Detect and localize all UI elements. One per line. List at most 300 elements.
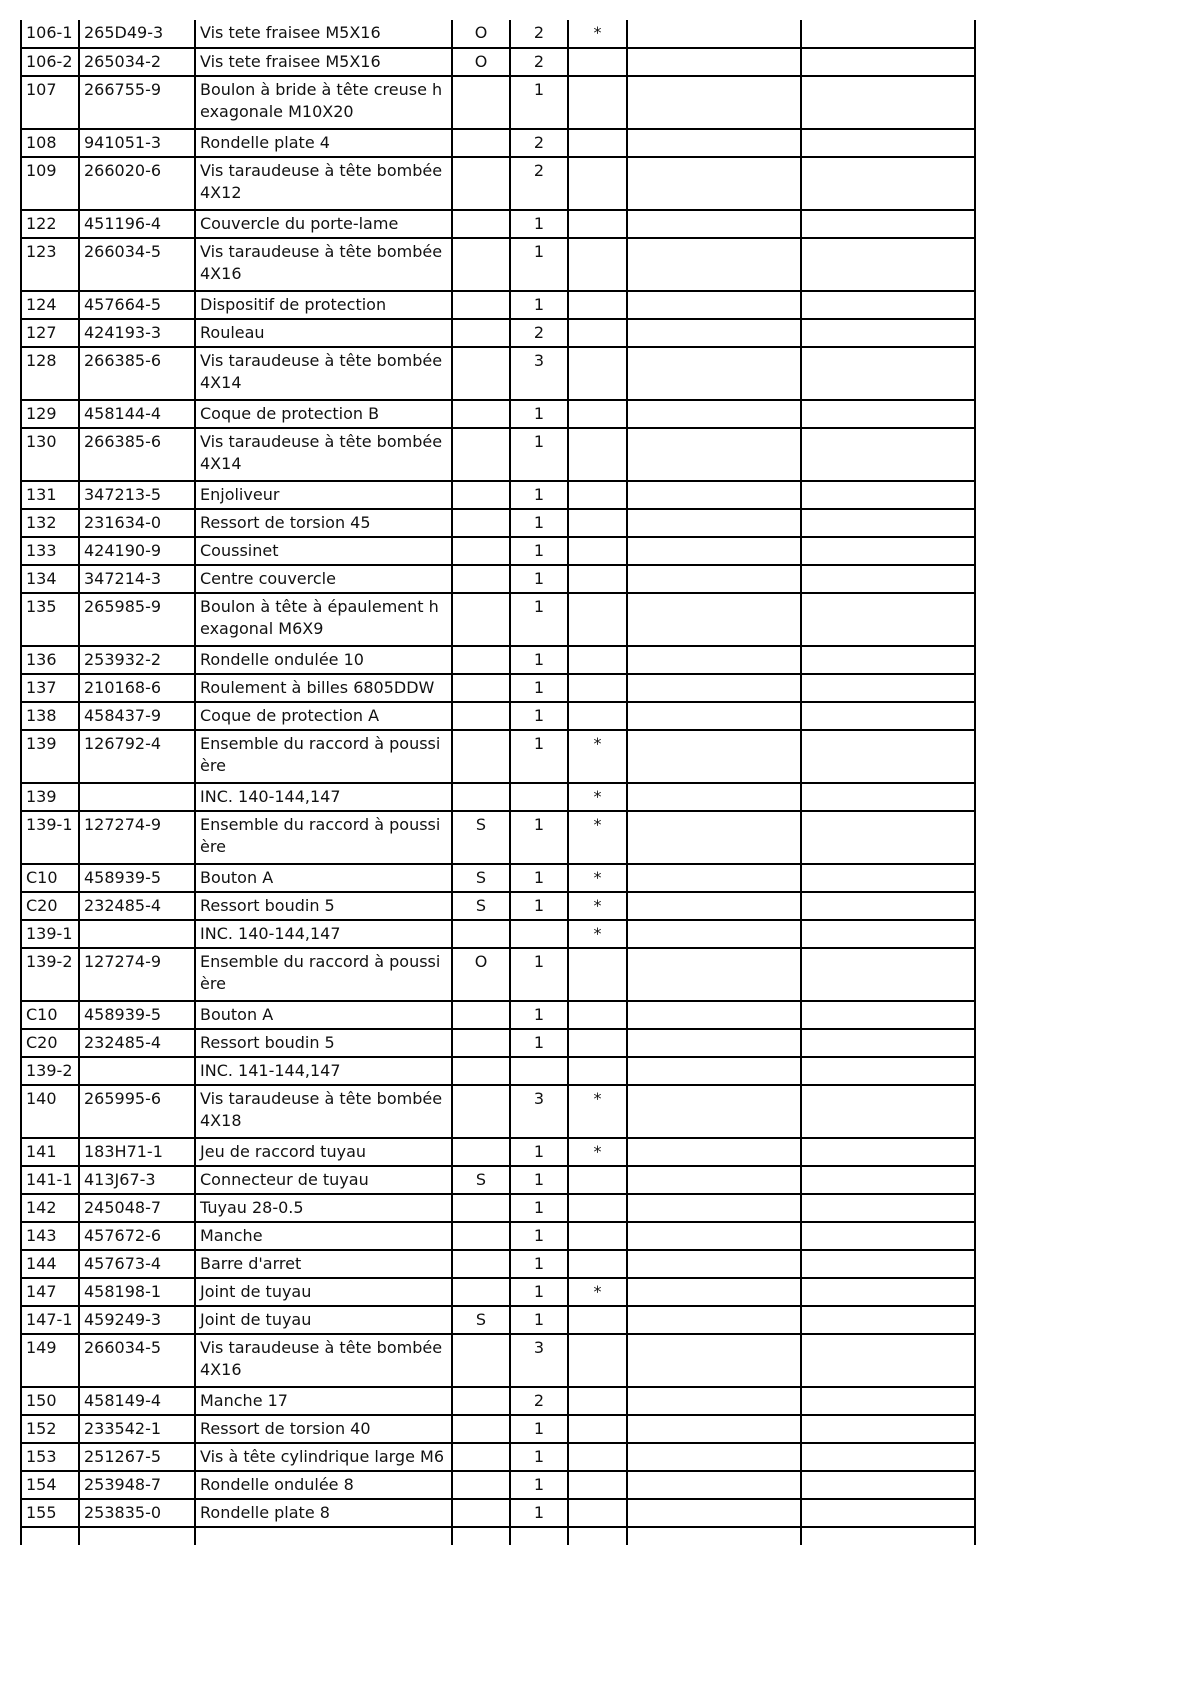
ref-cell: 108	[21, 129, 79, 157]
ref-cell: 139-1	[21, 811, 79, 864]
flag-cell	[452, 674, 510, 702]
empty-cell	[627, 1415, 801, 1443]
ref-cell: 155	[21, 1499, 79, 1527]
description-cell: Manche	[195, 1222, 452, 1250]
part-number-cell: 458939-5	[79, 864, 195, 892]
empty-cell	[627, 1138, 801, 1166]
part-number-cell: 266385-6	[79, 428, 195, 481]
quantity-cell: 1	[510, 1415, 568, 1443]
ref-cell: 139-1	[21, 920, 79, 948]
empty-cell	[627, 920, 801, 948]
description-cell: Centre couvercle	[195, 565, 452, 593]
quantity-cell: 1	[510, 593, 568, 646]
empty-cell	[627, 730, 801, 783]
table-row	[21, 1499, 975, 1527]
ref-cell: 106-1	[21, 20, 79, 48]
description-cell: Ressort de torsion 40	[195, 1415, 452, 1443]
description-cell: Vis taraudeuse à tête bombée 4X12	[195, 157, 452, 210]
flag-cell	[452, 1278, 510, 1306]
quantity-cell: 1	[510, 1194, 568, 1222]
table-row	[21, 238, 975, 291]
description-cell: Ensemble du raccord à poussière	[195, 948, 452, 1001]
table-row	[21, 565, 975, 593]
description-cell: INC. 140-144,147	[195, 783, 452, 811]
description-cell: Coque de protection B	[195, 400, 452, 428]
empty-cell	[627, 291, 801, 319]
table-row	[21, 1387, 975, 1415]
part-number-cell	[79, 783, 195, 811]
flag-cell	[452, 1057, 510, 1085]
part-number-cell: 266020-6	[79, 157, 195, 210]
empty-cell	[627, 1222, 801, 1250]
part-number-cell: 251267-5	[79, 1443, 195, 1471]
marker-cell	[568, 157, 627, 210]
quantity-cell: 1	[510, 1222, 568, 1250]
flag-cell	[452, 1499, 510, 1527]
parts-table	[20, 20, 976, 1545]
empty-cell	[627, 674, 801, 702]
quantity-cell: 1	[510, 892, 568, 920]
flag-cell	[452, 1194, 510, 1222]
ref-cell: 141	[21, 1138, 79, 1166]
description-cell: Rondelle ondulée 8	[195, 1471, 452, 1499]
quantity-cell: 1	[510, 730, 568, 783]
empty-cell	[801, 1085, 975, 1138]
ref-cell: 133	[21, 537, 79, 565]
marker-cell: *	[568, 783, 627, 811]
description-cell: Connecteur de tuyau	[195, 1166, 452, 1194]
quantity-cell: 1	[510, 291, 568, 319]
quantity-cell: 1	[510, 509, 568, 537]
empty-cell	[627, 20, 801, 48]
description-cell: Dispositif de protection	[195, 291, 452, 319]
marker-cell	[568, 76, 627, 129]
table-row	[21, 1194, 975, 1222]
empty-cell	[627, 210, 801, 238]
ref-cell: 130	[21, 428, 79, 481]
ref-cell: 154	[21, 1471, 79, 1499]
empty-cell	[801, 1471, 975, 1499]
ref-cell: 153	[21, 1443, 79, 1471]
empty-cell	[510, 1527, 568, 1545]
part-number-cell: 413J67-3	[79, 1166, 195, 1194]
marker-cell	[568, 291, 627, 319]
ref-cell: 142	[21, 1194, 79, 1222]
empty-cell	[801, 1278, 975, 1306]
table-row	[21, 1138, 975, 1166]
flag-cell	[452, 593, 510, 646]
description-cell: Boulon à tête à épaulement hexagonal M6X9	[195, 593, 452, 646]
marker-cell	[568, 48, 627, 76]
flag-cell	[452, 1250, 510, 1278]
part-number-cell: 458144-4	[79, 400, 195, 428]
description-cell: Coussinet	[195, 537, 452, 565]
flag-cell	[452, 1138, 510, 1166]
part-number-cell: 457664-5	[79, 291, 195, 319]
quantity-cell: 1	[510, 948, 568, 1001]
table-row	[21, 811, 975, 864]
empty-cell	[801, 319, 975, 347]
empty-cell	[801, 565, 975, 593]
part-number-cell: 424193-3	[79, 319, 195, 347]
empty-cell	[627, 702, 801, 730]
ref-cell: 106-2	[21, 48, 79, 76]
part-number-cell: 183H71-1	[79, 1138, 195, 1166]
table-row	[21, 76, 975, 129]
quantity-cell: 1	[510, 481, 568, 509]
marker-cell	[568, 1415, 627, 1443]
table-row	[21, 593, 975, 646]
empty-cell	[627, 537, 801, 565]
table-row	[21, 537, 975, 565]
quantity-cell: 1	[510, 1029, 568, 1057]
ref-cell: 137	[21, 674, 79, 702]
marker-cell	[568, 565, 627, 593]
empty-cell	[801, 1499, 975, 1527]
empty-cell	[801, 537, 975, 565]
quantity-cell: 2	[510, 48, 568, 76]
marker-cell	[568, 1471, 627, 1499]
empty-cell	[627, 1029, 801, 1057]
marker-cell	[568, 1387, 627, 1415]
flag-cell	[452, 1222, 510, 1250]
empty-cell	[801, 481, 975, 509]
empty-cell	[801, 674, 975, 702]
table-row	[21, 783, 975, 811]
table-row	[21, 428, 975, 481]
marker-cell	[568, 1499, 627, 1527]
empty-cell	[627, 319, 801, 347]
part-number-cell: 458939-5	[79, 1001, 195, 1029]
empty-cell	[627, 864, 801, 892]
flag-cell	[452, 1001, 510, 1029]
flag-cell	[452, 1471, 510, 1499]
table-row	[21, 920, 975, 948]
empty-cell	[801, 730, 975, 783]
empty-cell	[801, 1334, 975, 1387]
description-cell: Boulon à bride à tête creuse hexagonale M10X20	[195, 76, 452, 129]
empty-cell	[627, 157, 801, 210]
empty-cell	[452, 1527, 510, 1545]
empty-cell	[801, 1138, 975, 1166]
part-number-cell: 457673-4	[79, 1250, 195, 1278]
ref-cell: 150	[21, 1387, 79, 1415]
table-row	[21, 1415, 975, 1443]
empty-cell	[627, 948, 801, 1001]
flag-cell	[452, 702, 510, 730]
table-row	[21, 646, 975, 674]
empty-cell	[801, 1443, 975, 1471]
ref-cell: 109	[21, 157, 79, 210]
empty-cell	[568, 1527, 627, 1545]
table-row	[21, 481, 975, 509]
empty-cell	[801, 948, 975, 1001]
flag-cell	[452, 509, 510, 537]
table-row	[21, 1057, 975, 1085]
table-row	[21, 1306, 975, 1334]
quantity-cell: 2	[510, 319, 568, 347]
empty-cell	[801, 428, 975, 481]
marker-cell	[568, 1194, 627, 1222]
quantity-cell: 1	[510, 537, 568, 565]
description-cell: Vis taraudeuse à tête bombée 4X14	[195, 428, 452, 481]
ref-cell: 135	[21, 593, 79, 646]
empty-cell	[801, 129, 975, 157]
marker-cell	[568, 646, 627, 674]
table-row	[21, 20, 975, 48]
description-cell: Manche 17	[195, 1387, 452, 1415]
empty-cell	[801, 646, 975, 674]
flag-cell: S	[452, 811, 510, 864]
flag-cell: S	[452, 864, 510, 892]
marker-cell	[568, 702, 627, 730]
empty-cell	[801, 48, 975, 76]
table-row	[21, 129, 975, 157]
empty-cell	[627, 1250, 801, 1278]
empty-cell	[627, 1194, 801, 1222]
part-number-cell: 459249-3	[79, 1306, 195, 1334]
ref-cell: 124	[21, 291, 79, 319]
flag-cell	[452, 1334, 510, 1387]
quantity-cell: 1	[510, 1443, 568, 1471]
flag-cell	[452, 157, 510, 210]
description-cell: Rondelle plate 8	[195, 1499, 452, 1527]
part-number-cell: 458437-9	[79, 702, 195, 730]
description-cell: Tuyau 28-0.5	[195, 1194, 452, 1222]
ref-cell: C10	[21, 864, 79, 892]
marker-cell	[568, 428, 627, 481]
empty-cell	[801, 1029, 975, 1057]
empty-cell	[801, 593, 975, 646]
marker-cell: *	[568, 730, 627, 783]
marker-cell	[568, 1443, 627, 1471]
ref-cell: 147	[21, 1278, 79, 1306]
description-cell: Couvercle du porte-lame	[195, 210, 452, 238]
empty-cell	[627, 1471, 801, 1499]
part-number-cell: 253932-2	[79, 646, 195, 674]
flag-cell	[452, 319, 510, 347]
ref-cell: 139-2	[21, 1057, 79, 1085]
table-row	[21, 730, 975, 783]
table-row-continuation	[21, 1527, 975, 1545]
empty-cell	[801, 76, 975, 129]
part-number-cell: 253835-0	[79, 1499, 195, 1527]
ref-cell: C10	[21, 1001, 79, 1029]
marker-cell	[568, 238, 627, 291]
description-cell: Vis tete fraisee M5X16	[195, 48, 452, 76]
marker-cell	[568, 1250, 627, 1278]
empty-cell	[801, 509, 975, 537]
quantity-cell: 1	[510, 565, 568, 593]
empty-cell	[627, 646, 801, 674]
ref-cell: 139	[21, 730, 79, 783]
empty-cell	[627, 481, 801, 509]
quantity-cell: 1	[510, 76, 568, 129]
part-number-cell: 347214-3	[79, 565, 195, 593]
table-row	[21, 1250, 975, 1278]
part-number-cell: 245048-7	[79, 1194, 195, 1222]
empty-cell	[627, 76, 801, 129]
part-number-cell: 458198-1	[79, 1278, 195, 1306]
quantity-cell: 1	[510, 428, 568, 481]
empty-cell	[801, 1001, 975, 1029]
empty-cell	[627, 892, 801, 920]
empty-cell	[627, 1387, 801, 1415]
flag-cell	[452, 920, 510, 948]
quantity-cell: 1	[510, 1306, 568, 1334]
empty-cell	[801, 210, 975, 238]
flag-cell	[452, 400, 510, 428]
marker-cell	[568, 593, 627, 646]
empty-cell	[801, 864, 975, 892]
flag-cell	[452, 730, 510, 783]
quantity-cell: 2	[510, 129, 568, 157]
parts-table-body	[21, 20, 975, 1545]
empty-cell	[627, 1166, 801, 1194]
ref-cell: C20	[21, 1029, 79, 1057]
flag-cell	[452, 1387, 510, 1415]
quantity-cell: 3	[510, 1085, 568, 1138]
flag-cell	[452, 76, 510, 129]
empty-cell	[801, 1222, 975, 1250]
ref-cell: 107	[21, 76, 79, 129]
table-row	[21, 319, 975, 347]
description-cell: Rouleau	[195, 319, 452, 347]
ref-cell: 144	[21, 1250, 79, 1278]
marker-cell	[568, 537, 627, 565]
flag-cell	[452, 129, 510, 157]
part-number-cell: 265034-2	[79, 48, 195, 76]
ref-cell: 141-1	[21, 1166, 79, 1194]
empty-cell	[627, 1527, 801, 1545]
description-cell: Bouton A	[195, 1001, 452, 1029]
marker-cell	[568, 347, 627, 400]
ref-cell: 139-2	[21, 948, 79, 1001]
flag-cell	[452, 291, 510, 319]
description-cell: Ressort boudin 5	[195, 892, 452, 920]
empty-cell	[801, 702, 975, 730]
quantity-cell: 1	[510, 400, 568, 428]
description-cell: Vis tete fraisee M5X16	[195, 20, 452, 48]
description-cell: Vis taraudeuse à tête bombée 4X16	[195, 238, 452, 291]
empty-cell	[627, 1057, 801, 1085]
description-cell: Rondelle ondulée 10	[195, 646, 452, 674]
part-number-cell: 451196-4	[79, 210, 195, 238]
description-cell: INC. 141-144,147	[195, 1057, 452, 1085]
marker-cell	[568, 129, 627, 157]
table-row	[21, 347, 975, 400]
part-number-cell: 266755-9	[79, 76, 195, 129]
quantity-cell: 1	[510, 811, 568, 864]
empty-cell	[801, 1166, 975, 1194]
empty-cell	[801, 920, 975, 948]
quantity-cell: 1	[510, 1138, 568, 1166]
part-number-cell: 126792-4	[79, 730, 195, 783]
empty-cell	[801, 1306, 975, 1334]
part-number-cell: 458149-4	[79, 1387, 195, 1415]
flag-cell	[452, 428, 510, 481]
ref-cell: 128	[21, 347, 79, 400]
description-cell: Ressort de torsion 45	[195, 509, 452, 537]
ref-cell: C20	[21, 892, 79, 920]
flag-cell	[452, 1085, 510, 1138]
empty-cell	[801, 1250, 975, 1278]
part-number-cell: 265995-6	[79, 1085, 195, 1138]
ref-cell: 134	[21, 565, 79, 593]
marker-cell	[568, 481, 627, 509]
empty-cell	[21, 1527, 79, 1545]
flag-cell: O	[452, 948, 510, 1001]
description-cell: Enjoliveur	[195, 481, 452, 509]
part-number-cell: 424190-9	[79, 537, 195, 565]
empty-cell	[627, 1306, 801, 1334]
empty-cell	[627, 811, 801, 864]
marker-cell: *	[568, 892, 627, 920]
table-row	[21, 864, 975, 892]
empty-cell	[627, 129, 801, 157]
flag-cell: S	[452, 1306, 510, 1334]
description-cell: Bouton A	[195, 864, 452, 892]
description-cell: Vis taraudeuse à tête bombée 4X18	[195, 1085, 452, 1138]
empty-cell	[801, 811, 975, 864]
marker-cell: *	[568, 20, 627, 48]
ref-cell: 149	[21, 1334, 79, 1387]
ref-cell: 136	[21, 646, 79, 674]
marker-cell	[568, 1222, 627, 1250]
empty-cell	[801, 238, 975, 291]
marker-cell	[568, 400, 627, 428]
quantity-cell: 1	[510, 1250, 568, 1278]
ref-cell: 147-1	[21, 1306, 79, 1334]
quantity-cell: 2	[510, 20, 568, 48]
empty-cell	[801, 1387, 975, 1415]
quantity-cell: 1	[510, 702, 568, 730]
ref-cell: 129	[21, 400, 79, 428]
empty-cell	[79, 1527, 195, 1545]
empty-cell	[195, 1527, 452, 1545]
empty-cell	[801, 1194, 975, 1222]
ref-cell: 127	[21, 319, 79, 347]
part-number-cell: 941051-3	[79, 129, 195, 157]
empty-cell	[627, 1334, 801, 1387]
table-row	[21, 1443, 975, 1471]
table-row	[21, 702, 975, 730]
empty-cell	[627, 593, 801, 646]
marker-cell: *	[568, 1278, 627, 1306]
empty-cell	[801, 20, 975, 48]
quantity-cell: 2	[510, 1387, 568, 1415]
empty-cell	[627, 1085, 801, 1138]
description-cell: Barre d'arret	[195, 1250, 452, 1278]
ref-cell: 139	[21, 783, 79, 811]
marker-cell: *	[568, 1085, 627, 1138]
marker-cell: *	[568, 920, 627, 948]
empty-cell	[627, 1499, 801, 1527]
table-row	[21, 948, 975, 1001]
quantity-cell: 2	[510, 157, 568, 210]
quantity-cell	[510, 920, 568, 948]
marker-cell	[568, 948, 627, 1001]
description-cell: Ressort boudin 5	[195, 1029, 452, 1057]
part-number-cell: 231634-0	[79, 509, 195, 537]
empty-cell	[801, 1415, 975, 1443]
part-number-cell: 232485-4	[79, 1029, 195, 1057]
table-row	[21, 48, 975, 76]
flag-cell: S	[452, 892, 510, 920]
ref-cell: 138	[21, 702, 79, 730]
part-number-cell: 253948-7	[79, 1471, 195, 1499]
part-number-cell: 266034-5	[79, 238, 195, 291]
